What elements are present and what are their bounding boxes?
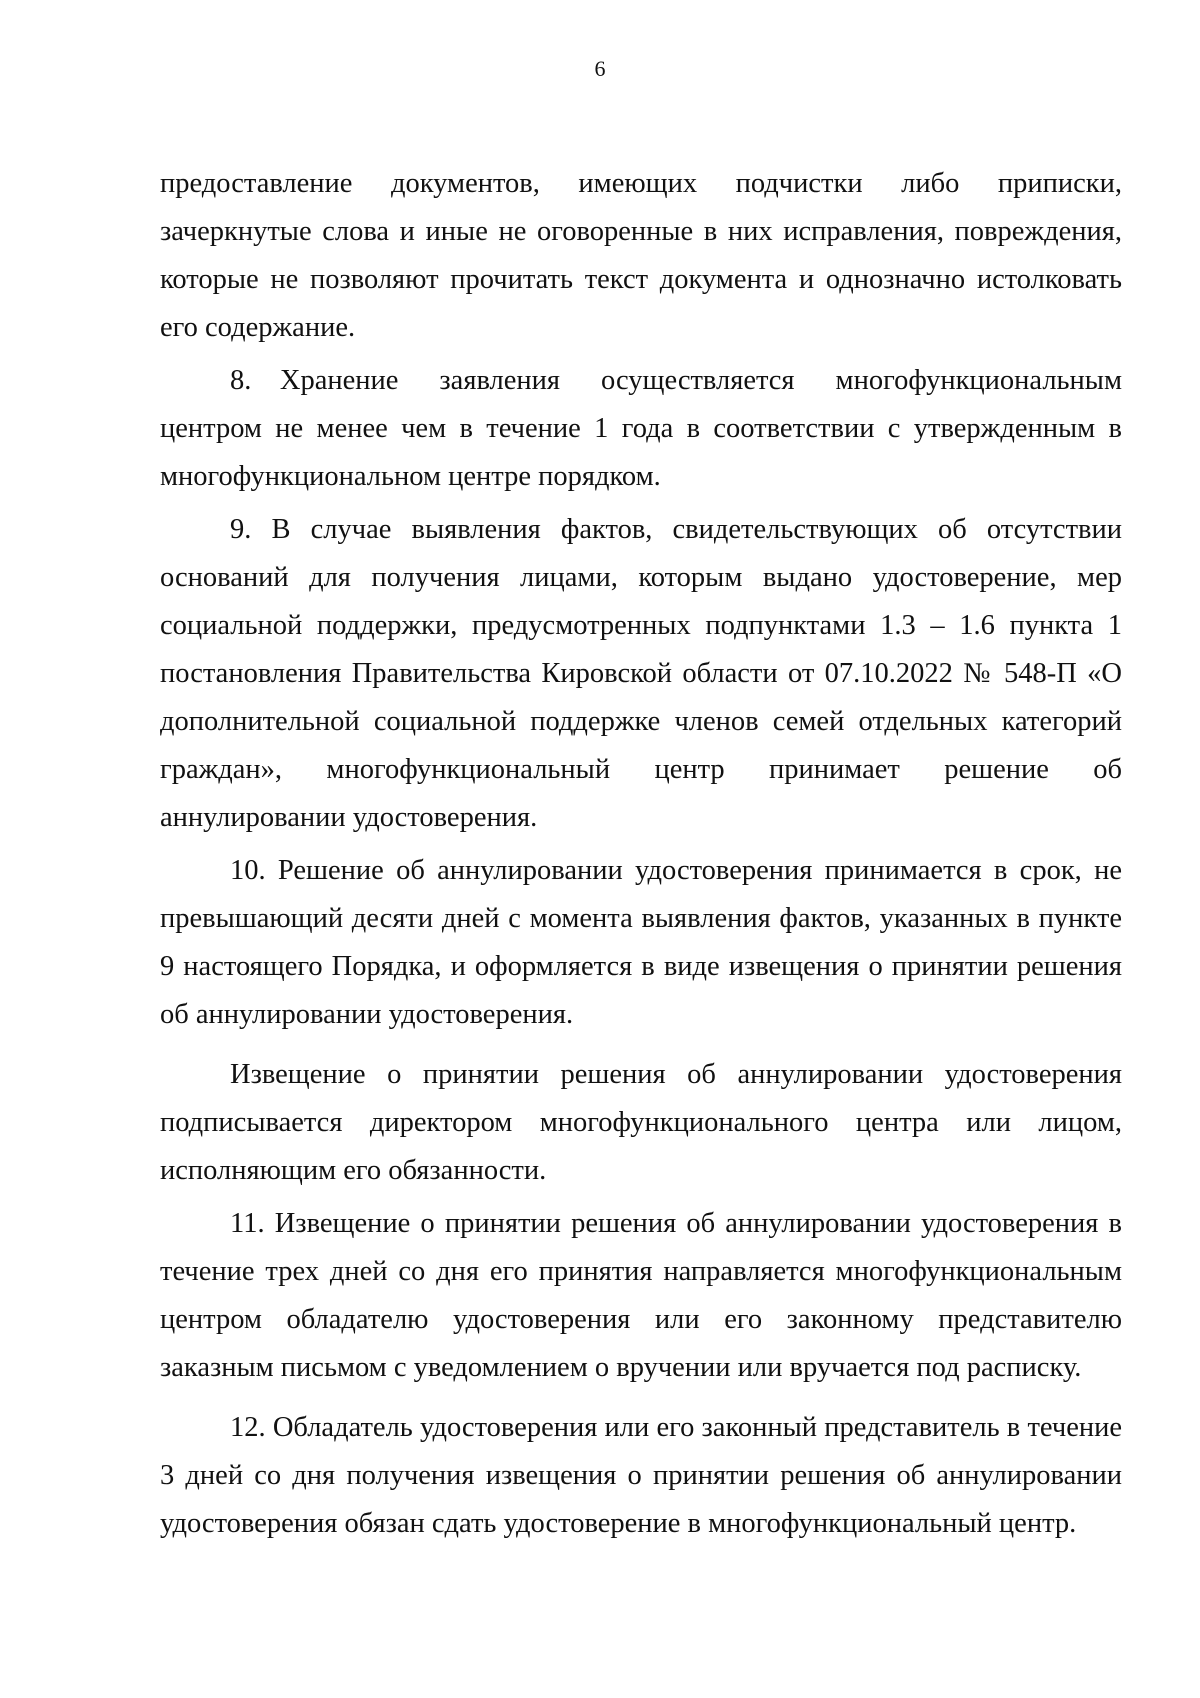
paragraph-item-8: 8. Хранение заявления осуществляется многофункциональным центром не менее чем в течение 1 года в соответствии с утвержденным в многофункциональном центре порядком. [160,365,1122,492]
paragraph-item-9: 9. В случае выявления фактов, свидетельствующих об отсутствии оснований для получения лицами, которым выдано удостоверение, мер социальной поддержки, предусмотренных подпунктами 1.3 – 1.6 пункта 1 постановления Правительства Кировской области от 07.10.2022 № 548-П «О дополнительной социальной поддержке членов семей отдельных категорий граждан», многофункциональный центр принимает решение об аннулировании удостоверения. [160,514,1122,833]
document-body [160,160,1122,1548]
paragraph-notice-signature: Извещение о принятии решения об аннулировании удостоверения подписывается директором многофункционального центра или лицом, исполняющим его обязанности. [160,1059,1122,1186]
paragraph-item-10: 10. Решение об аннулировании удостоверения принимается в срок, не превышающий десяти дней с момента выявления фактов, указанных в пункте 9 настоящего Порядка, и оформляется в виде извещения о принятии решения об аннулировании удостоверения. [160,855,1122,1030]
page-number: 6 [594,56,606,81]
paragraph-item-12: 12. Обладатель удостоверения или его законный представитель в течение 3 дней со дня получения извещения о принятии решения об аннулировании удостоверения обязан сдать удостоверение в многофункциональный центр. [160,1412,1122,1539]
paragraph-item-11: 11. Извещение о принятии решения об аннулировании удостоверения в течение трех дней со дня его принятия направляется многофункциональным центром обладателю удостоверения или его законному представителю заказным письмом с уведомлением о вручении или вручается под расписку. [160,1208,1122,1383]
paragraph-continuation: предоставление документов, имеющих подчистки либо приписки, зачеркнутые слова и иные не оговоренные в них исправления, повреждения, которые не позволяют прочитать текст документа и однозначно истолковать его содержание. [160,168,1122,343]
